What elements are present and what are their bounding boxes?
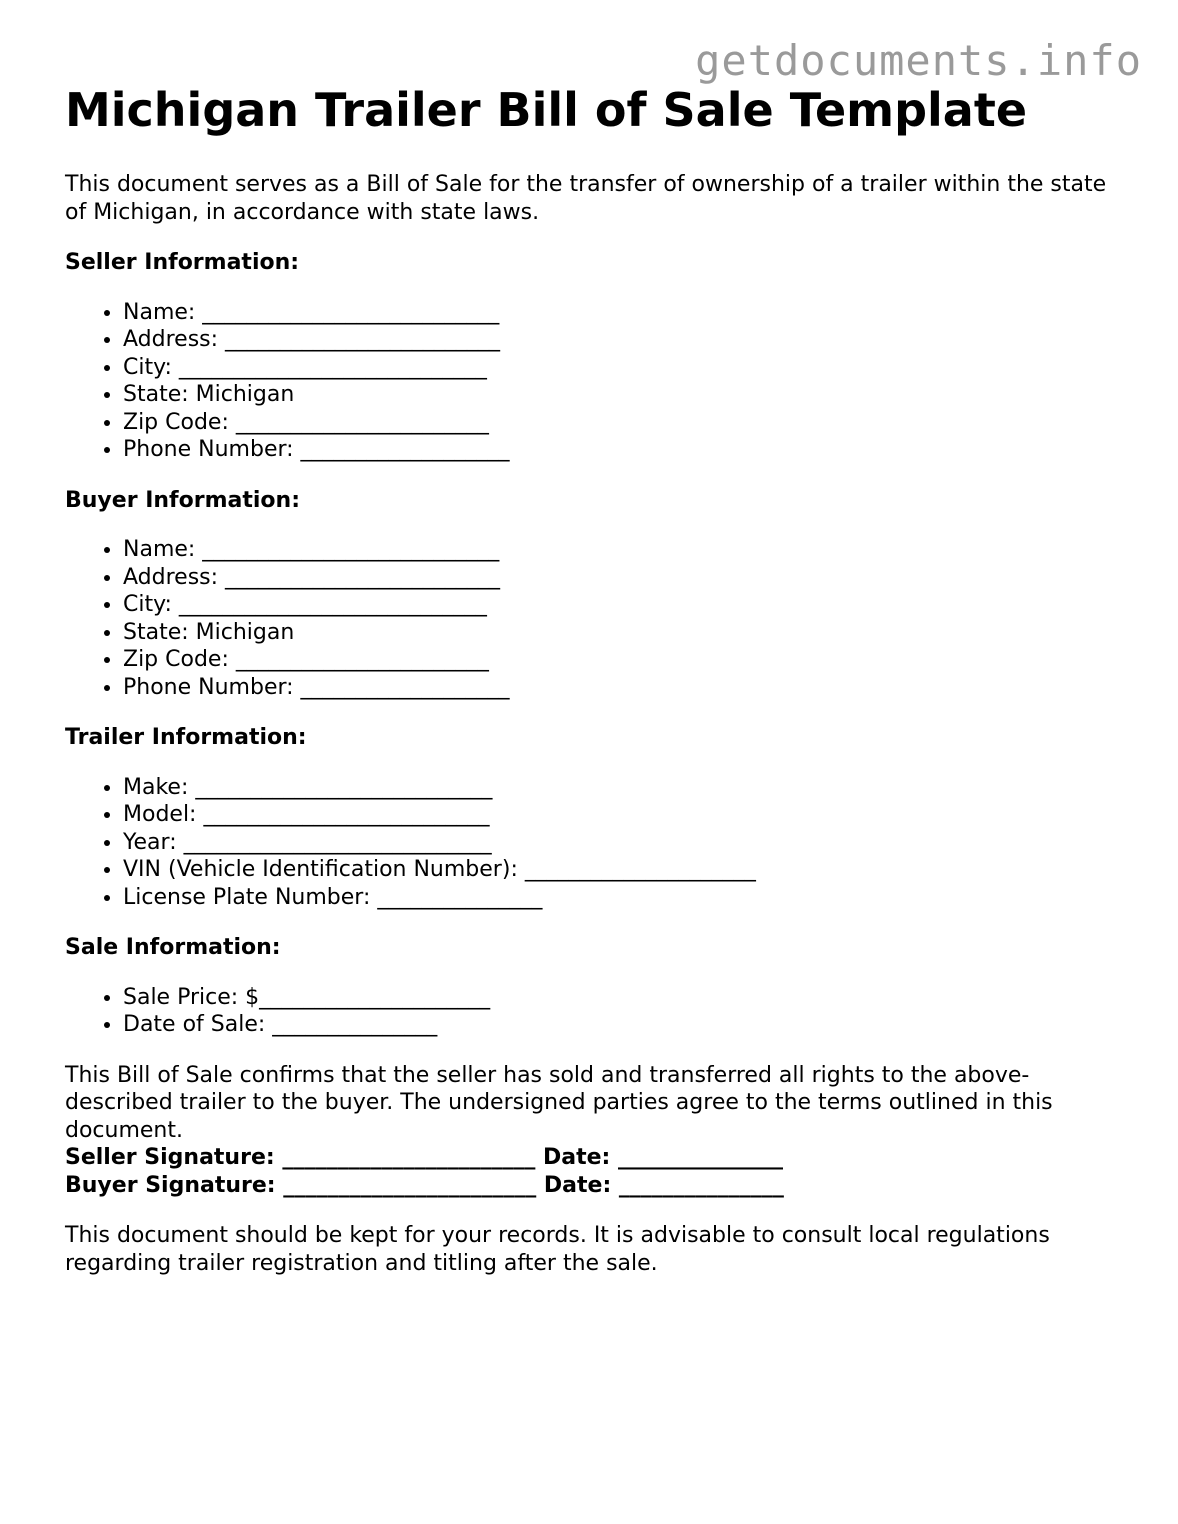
buyer-city-field: • City: ____________________________ [123,591,1125,619]
buyer-name-field: • Name: ___________________________ [123,536,1125,564]
seller-phone-field: • Phone Number: ___________________ [123,436,1125,464]
buyer-section-heading: Buyer Information: [65,487,300,513]
buyer-signature-line: Buyer Signature: _______________________ Date: _______________ [65,1172,784,1198]
sale-section-heading: Sale Information: [65,935,281,960]
buyer-zip-field: • Zip Code: _______________________ [123,646,1125,674]
intro-paragraph: This document serves as a Bill of Sale for the transfer of ownership of a trailer within the state of Michigan, in accordance with state laws. [65,172,1107,225]
sale-info-list [65,984,1125,1039]
sale-price-field: • Sale Price: $_____________________ [123,984,1125,1012]
trailer-section-heading: Trailer Information: [65,725,307,750]
confirmation-paragraph: This Bill of Sale confirms that the seller has sold and transferred all rights to the above-described trailer to the buyer. The undersigned parties agree to the terms outlined in this document. [65,1062,1053,1143]
watermark-text: getdocuments.info [695,36,1142,85]
buyer-address-field: • Address: _________________________ [123,564,1125,592]
document-title: Michigan Trailer Bill of Sale Template [65,83,1028,137]
buyer-info-list [65,536,1125,701]
trailer-year-field: • Year: ____________________________ [123,829,1125,857]
buyer-state-field: • State: Michigan [123,619,1125,647]
seller-state-field: • State: Michigan [123,381,1125,409]
seller-city-field: • City: ____________________________ [123,354,1125,382]
seller-zip-field: • Zip Code: _______________________ [123,409,1125,437]
document-body [65,82,1125,1277]
trailer-plate-field: • License Plate Number: _______________ [123,884,1125,912]
closing-paragraph: This document should be kept for your records. It is advisable to consult local regulations regarding trailer registration and titling after the sale. [65,1223,1050,1276]
sale-date-field: • Date of Sale: _______________ [123,1011,1125,1039]
trailer-model-field: • Model: __________________________ [123,801,1125,829]
seller-info-list [65,299,1125,464]
seller-name-field: • Name: ___________________________ [123,299,1125,327]
seller-signature-line: Seller Signature: _______________________ Date: _______________ [65,1145,783,1170]
seller-section-heading: Seller Information: [65,250,300,275]
trailer-vin-field: • VIN (Vehicle Identification Number): _____________________ [123,856,1125,884]
trailer-info-list [65,774,1125,912]
buyer-phone-field: • Phone Number: ___________________ [123,674,1125,702]
trailer-make-field: • Make: ___________________________ [123,774,1125,802]
seller-address-field: • Address: _________________________ [123,326,1125,354]
